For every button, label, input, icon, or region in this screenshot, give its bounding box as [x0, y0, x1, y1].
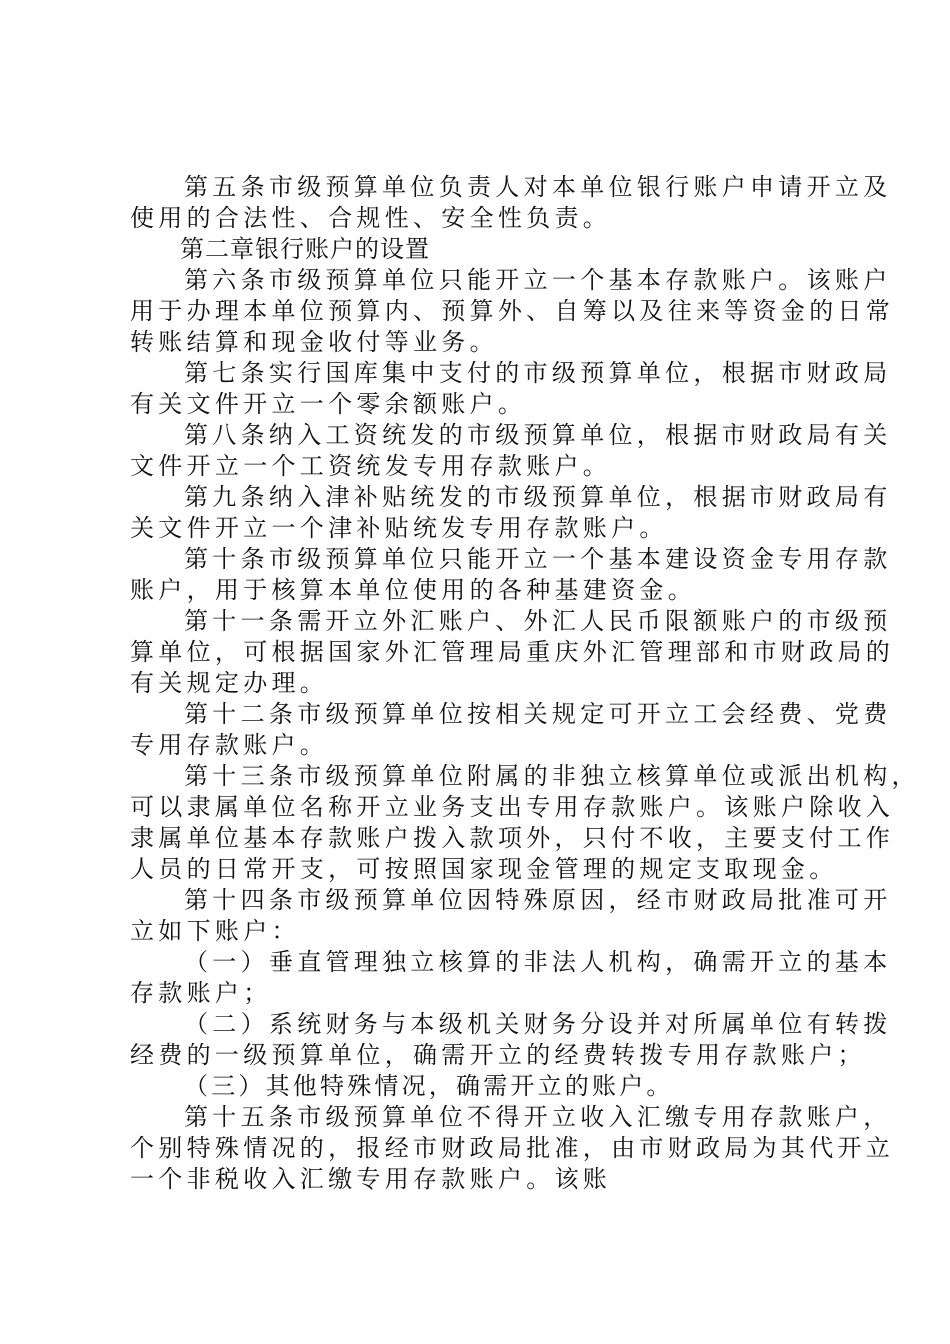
- paragraph-line: 第十一条需开立外汇账户、外汇人民币限额账户的市级预: [184, 607, 892, 635]
- paragraph-line: 第十二条市级预算单位按相关规定可开立工会经费、党费: [184, 700, 892, 728]
- paragraph-line: 转账结算和现金收付等业务。: [130, 328, 498, 356]
- list-item-line: 经费的一级预算单位，确需开立的经费转拨专用存款账户；: [130, 1041, 866, 1069]
- paragraph-line: 账户，用于核算本单位使用的各种基建资金。: [130, 576, 696, 604]
- paragraph-line: 第九条纳入津补贴统发的市级预算单位，根据市财政局有: [184, 483, 892, 511]
- paragraph-line: 使用的合法性、合规性、安全性负责。: [130, 204, 612, 232]
- list-item-line: 存款账户；: [130, 979, 272, 1007]
- paragraph-line: 第十五条市级预算单位不得开立收入汇缴专用存款账户，: [184, 1103, 892, 1131]
- paragraph-line: 专用存款账户。: [130, 731, 329, 759]
- paragraph-line: 第六条市级预算单位只能开立一个基本存款账户。该账户: [184, 266, 892, 294]
- paragraph-line: 可以隶属单位名称开立业务支出专用存款账户。该账户除收入: [130, 793, 895, 821]
- document-body: [130, 172, 920, 1195]
- paragraph-line: 算单位，可根据国家外汇管理局重庆外汇管理部和市财政局的: [130, 638, 895, 666]
- paragraph-line: 文件开立一个工资统发专用存款账户。: [130, 452, 612, 480]
- paragraph-line: 一个非税收入汇缴专用存款账户。该账: [130, 1165, 612, 1193]
- paragraph-line: 第七条实行国库集中支付的市级预算单位，根据市财政局: [184, 359, 892, 387]
- chapter-heading: 第二章银行账户的设置: [180, 235, 430, 263]
- paragraph-line: 有关规定办理。: [130, 669, 329, 697]
- list-item-line: （一）垂直管理独立核算的非法人机构，确需开立的基本: [184, 948, 892, 976]
- paragraph-line: 第十四条市级预算单位因特殊原因，经市财政局批准可开: [184, 886, 892, 914]
- paragraph-line: 人员的日常开支，可按照国家现金管理的规定支取现金。: [130, 855, 838, 883]
- paragraph-line: 第十三条市级预算单位附属的非独立核算单位或派出机构，: [184, 762, 920, 790]
- paragraph-line: 个别特殊情况的，报经市财政局批准，由市财政局为其代开立: [130, 1134, 895, 1162]
- paragraph-line: 第八条纳入工资统发的市级预算单位，根据市财政局有关: [184, 421, 892, 449]
- paragraph-line: 第十条市级预算单位只能开立一个基本建设资金专用存款: [184, 545, 892, 573]
- paragraph-line: 立如下账户：: [130, 917, 300, 945]
- paragraph-line: 第五条市级预算单位负责人对本单位银行账户申请开立及: [184, 173, 892, 201]
- list-item-line: （二）系统财务与本级机关财务分设并对所属单位有转拨: [184, 1010, 892, 1038]
- paragraph-line: 有关文件开立一个零余额账户。: [130, 390, 527, 418]
- list-item-line: （三）其他特殊情况，确需开立的账户。: [184, 1072, 674, 1100]
- paragraph-line: 隶属单位基本存款账户拨入款项外，只付不收，主要支付工作: [130, 824, 895, 852]
- paragraph-line: 用于办理本单位预算内、预算外、自筹以及往来等资金的日常: [130, 297, 895, 325]
- paragraph-line: 关文件开立一个津补贴统发专用存款账户。: [130, 514, 668, 542]
